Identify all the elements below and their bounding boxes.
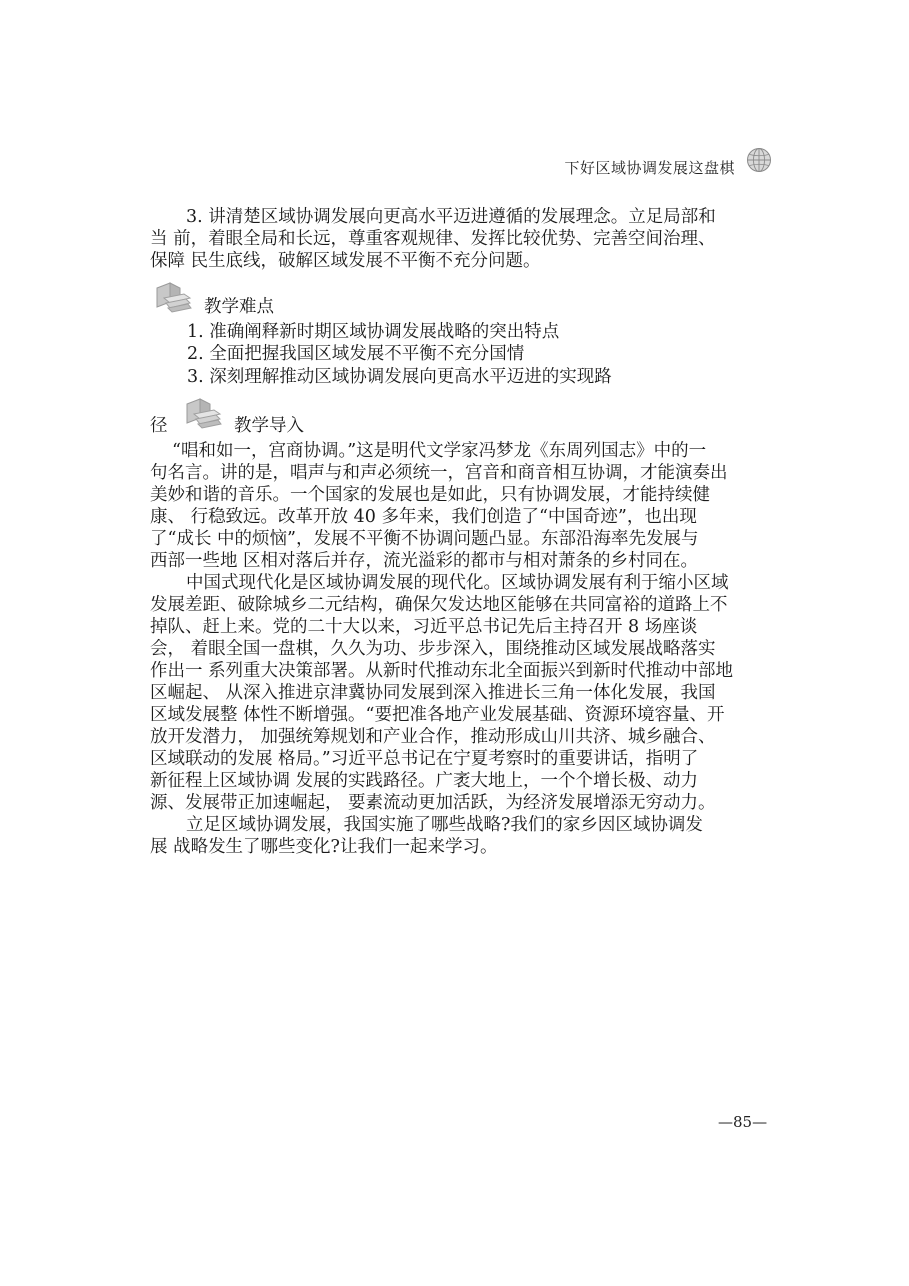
intro-line: 区崛起、 从深入推进京津冀协同发展到深入推进长三角一体化发展，我国 [150, 683, 716, 703]
intro-line: 作出一 系列重大决策部署。从新时代推动东北全面振兴到新时代推动中部地 [150, 661, 734, 681]
objective-line: 3. 讲清楚区域协调发展向更高水平迈进遵循的发展理念。立足局部和 [186, 207, 716, 227]
section-title: 教学导入 [234, 416, 304, 436]
globe-icon [746, 147, 772, 173]
difficulty-item: 1. 准确阐释新时期区域协调发展战略的突出特点 [187, 322, 560, 342]
difficulty-item: 2. 全面把握我国区域发展不平衡不充分国情 [187, 344, 525, 364]
intro-line: 区域联动的发展 格局。”习近平总书记在宁夏考察时的重要讲话，指明了 [150, 749, 699, 769]
intro-prefix: 径 [150, 416, 168, 436]
objective-line: 当 前，着眼全局和长远，尊重客观规律、发挥比较优势、完善空间治理、 [150, 229, 716, 249]
intro-line: 新征程上区域协调 发展的实践路径。广袤大地上，一个个增长极、动力 [150, 771, 699, 791]
intro-line: “唱和如一，宫商协调。”这是明代文学家冯梦龙《东周列国志》中的一 [172, 441, 707, 461]
intro-line: 区域发展整 体性不断增强。“要把准各地产业发展基础、资源环境容量、开 [150, 705, 725, 725]
intro-line: 发展差距、破除城乡二元结构，确保欠发达地区能够在共同富裕的道路上不 [150, 595, 728, 615]
intro-line: 美妙和谐的音乐。一个国家的发展也是如此，只有协调发展，才能持续健 [150, 485, 710, 505]
intro-line: 源、发展带正加速崛起， 要素流动更加活跃，为经济发展增添无穷动力。 [150, 793, 716, 813]
intro-line: 掉队、赶上来。党的二十大以来，习近平总书记先后主持召开 8 场座谈 [150, 617, 698, 637]
intro-line: 展 战略发生了哪些变化?让我们一起来学习。 [150, 837, 498, 857]
book-stack-icon [182, 396, 224, 430]
intro-line: 西部一些地 区相对落后并存，流光溢彩的都市与相对萧条的乡村同在。 [150, 551, 699, 571]
intro-line: 了“成长 中的烦恼”，发展不平衡不协调问题凸显。东部沿海率先发展与 [150, 529, 699, 549]
intro-line: 中国式现代化是区域协调发展的现代化。区域协调发展有利于缩小区域 [186, 573, 729, 593]
intro-line: 放开发潜力， 加强统筹规划和产业合作，推动形成山川共济、城乡融合、 [150, 727, 716, 747]
intro-line: 会， 着眼全国一盘棋，久久为功、步步深入，围绕推动区域发展战略落实 [150, 639, 716, 659]
page-number: —85— [718, 1113, 768, 1131]
running-title: 下好区域协调发展这盘棋 [564, 159, 735, 177]
objective-line: 保障 民生底线，破解区域发展不平衡不充分问题。 [150, 251, 541, 271]
section-title: 教学难点 [204, 297, 274, 317]
difficulty-item: 3. 深刻理解推动区域协调发展向更高水平迈进的实现路 [187, 367, 612, 387]
intro-line: 康、 行稳致远。改革开放 40 多年来，我们创造了“中国奇迹”，也出现 [150, 507, 697, 527]
intro-line: 句名言。讲的是，唱声与和声必须统一，宫音和商音相互协调，才能演奏出 [150, 463, 728, 483]
intro-line: 立足区域协调发展，我国实施了哪些战略?我们的家乡因区域协调发 [186, 815, 703, 835]
book-stack-icon [152, 280, 194, 314]
